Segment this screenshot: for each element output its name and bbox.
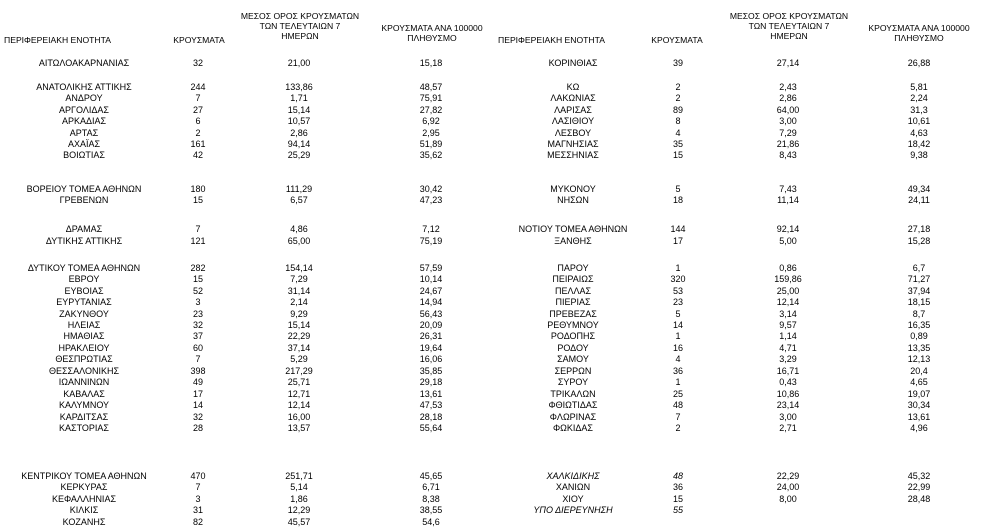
left-row-28-avg: 5,14 xyxy=(290,482,308,492)
left-row-26-avg: 13,57 xyxy=(287,423,311,433)
right-row-25-name: ΦΛΩΡΙΝΑΣ xyxy=(549,412,597,422)
right-row-24-per: 30,34 xyxy=(907,400,931,410)
right-row-22-cases: 1 xyxy=(675,377,681,387)
left-row-8-cases: 180 xyxy=(190,184,206,194)
left-row-6-per: 51,89 xyxy=(419,139,443,149)
left-row-14-name: ΕΥΒΟΙΑΣ xyxy=(64,286,104,296)
left-row-0-avg: 21,00 xyxy=(287,58,311,68)
left-row-16-name: ΖΑΚΥΝΘΟΥ xyxy=(59,309,109,319)
right-row-6-per: 18,42 xyxy=(907,139,931,149)
left-row-14-avg: 31,14 xyxy=(287,286,311,296)
right-row-22-avg: 0,43 xyxy=(779,377,797,387)
left-row-19-name: ΗΡΑΚΛΕΙΟΥ xyxy=(58,343,110,353)
right-row-0-per: 26,88 xyxy=(907,58,931,68)
left-row-1-avg: 133,86 xyxy=(285,82,313,92)
right-row-25-per: 13,61 xyxy=(907,412,931,422)
left-row-21-cases: 398 xyxy=(190,366,206,376)
right-row-7-per: 9,38 xyxy=(910,150,928,160)
left-row-3-avg: 15,14 xyxy=(287,105,311,115)
right-row-27-per: 45,32 xyxy=(907,471,931,481)
left-row-25-avg: 16,00 xyxy=(287,412,311,422)
left-row-7-cases: 42 xyxy=(192,150,204,160)
left-row-28-per: 6,71 xyxy=(422,482,440,492)
right-row-26-avg: 2,71 xyxy=(779,423,797,433)
right-row-27-cases: 48 xyxy=(672,471,684,481)
left-row-2-name: ΑΝΔΡΟΥ xyxy=(65,93,103,103)
left-row-3-name: ΑΡΓΟΛΙΔΑΣ xyxy=(59,105,109,115)
left-row-31-name: ΚΟΖΑΝΗΣ xyxy=(62,517,106,527)
left-row-31-avg: 45,57 xyxy=(287,517,311,527)
right-row-28-avg: 24,00 xyxy=(776,482,800,492)
left-row-2-avg: 1,71 xyxy=(290,93,308,103)
left-row-9-avg: 6,57 xyxy=(290,195,308,205)
right-row-26-name: ΦΩΚΙΔΑΣ xyxy=(553,423,593,433)
left-row-15-avg: 2,14 xyxy=(290,297,308,307)
left-row-4-name: ΑΡΚΑΔΙΑΣ xyxy=(61,116,107,126)
left-row-29-name: ΚΕΦΑΛΛΗΝΙΑΣ xyxy=(51,494,117,504)
left-row-13-cases: 15 xyxy=(192,274,204,284)
left-row-25-cases: 32 xyxy=(192,412,204,422)
right-row-29-avg: 8,00 xyxy=(779,494,797,504)
right-row-6-avg: 21,86 xyxy=(776,139,800,149)
left-row-3-per: 27,82 xyxy=(419,105,443,115)
right-row-13-name: ΠΕΙΡΑΙΩΣ xyxy=(552,274,594,284)
left-row-24-avg: 12,14 xyxy=(287,400,311,410)
left-row-13-per: 10,14 xyxy=(419,274,443,284)
left-row-0-name: ΑΙΤΩΛΟΑΚΑΡΝΑΝΙΑΣ xyxy=(38,58,130,68)
left-row-17-per: 20,09 xyxy=(419,320,443,330)
right-row-1-per: 5,81 xyxy=(910,82,928,92)
left-row-7-avg: 25,29 xyxy=(287,150,311,160)
left-row-9-per: 47,23 xyxy=(419,195,443,205)
left-header-avg7-line2: ΤΩΝ ΤΕΛΕΥΤΑΙΩΝ 7 xyxy=(259,21,341,31)
left-row-26-cases: 28 xyxy=(192,423,204,433)
right-row-9-cases: 18 xyxy=(672,195,684,205)
left-row-1-name: ΑΝΑΤΟΛΙΚΗΣ ΑΤΤΙΚΗΣ xyxy=(36,82,132,92)
left-row-3-cases: 27 xyxy=(192,105,204,115)
left-row-19-cases: 60 xyxy=(192,343,204,353)
right-row-13-avg: 159,86 xyxy=(774,274,802,284)
right-row-1-name: ΚΩ xyxy=(566,82,580,92)
left-header-per100k-line1: ΚΡΟΥΣΜΑΤΑ ΑΝΑ 100000 xyxy=(381,23,483,33)
left-row-15-name: ΕΥΡΥΤΑΝΙΑΣ xyxy=(56,297,112,307)
left-row-21-name: ΘΕΣΣΑΛΟΝΙΚΗΣ xyxy=(48,366,120,376)
right-row-8-name: ΜΥΚΟΝΟΥ xyxy=(550,184,596,194)
right-row-4-cases: 8 xyxy=(675,116,681,126)
right-row-11-name: ΞΑΝΘΗΣ xyxy=(554,236,592,246)
right-row-12-avg: 0,86 xyxy=(779,263,797,273)
right-row-20-name: ΣΑΜΟΥ xyxy=(557,354,589,364)
left-row-23-cases: 17 xyxy=(192,389,204,399)
left-row-12-name: ΔΥΤΙΚΟΥ ΤΟΜΕΑ ΑΘΗΝΩΝ xyxy=(27,263,141,273)
left-row-10-name: ΔΡΑΜΑΣ xyxy=(65,224,103,234)
left-row-27-cases: 470 xyxy=(190,471,206,481)
left-row-12-cases: 282 xyxy=(190,263,206,273)
left-row-20-name: ΘΕΣΠΡΩΤΙΑΣ xyxy=(55,354,113,364)
right-row-4-per: 10,61 xyxy=(907,116,931,126)
left-row-29-per: 8,38 xyxy=(422,494,440,504)
right-header-region: ΠΕΡΙΦΕΡΕΙΑΚΗ ΕΝΟΤΗΤΑ xyxy=(498,35,605,45)
right-row-21-avg: 16,71 xyxy=(776,366,800,376)
right-row-16-per: 8,7 xyxy=(912,309,926,319)
right-row-27-name: ΧΑΛΚΙΔΙΚΗΣ xyxy=(546,471,600,481)
right-row-21-name: ΣΕΡΡΩΝ xyxy=(554,366,592,376)
right-row-5-avg: 7,29 xyxy=(779,128,797,138)
left-row-5-per: 2,95 xyxy=(422,128,440,138)
left-row-22-name: ΙΩΑΝΝΙΝΩΝ xyxy=(58,377,110,387)
left-row-8-per: 30,42 xyxy=(419,184,443,194)
right-row-18-name: ΡΟΔΟΠΗΣ xyxy=(550,331,596,341)
right-row-3-per: 31,3 xyxy=(910,105,928,115)
right-row-19-avg: 4,71 xyxy=(779,343,797,353)
right-row-20-per: 12,13 xyxy=(907,354,931,364)
left-row-14-cases: 52 xyxy=(192,286,204,296)
right-row-28-cases: 36 xyxy=(672,482,684,492)
left-row-11-name: ΔΥΤΙΚΗΣ ΑΤΤΙΚΗΣ xyxy=(45,236,123,246)
left-row-21-avg: 217,29 xyxy=(285,366,313,376)
left-row-30-per: 38,55 xyxy=(419,505,443,515)
right-row-10-cases: 144 xyxy=(670,224,686,234)
left-row-26-per: 55,64 xyxy=(419,423,443,433)
right-row-14-per: 37,94 xyxy=(907,286,931,296)
left-row-30-avg: 12,29 xyxy=(287,505,311,515)
left-row-24-name: ΚΑΛΥΜΝΟΥ xyxy=(58,400,110,410)
left-row-25-name: ΚΑΡΔΙΤΣΑΣ xyxy=(59,412,109,422)
right-row-15-avg: 12,14 xyxy=(776,297,800,307)
left-header-region: ΠΕΡΙΦΕΡΕΙΑΚΗ ΕΝΟΤΗΤΑ xyxy=(4,35,111,45)
right-row-29-cases: 15 xyxy=(672,494,684,504)
right-row-8-per: 49,34 xyxy=(907,184,931,194)
right-row-28-per: 22,99 xyxy=(907,482,931,492)
right-row-15-cases: 23 xyxy=(672,297,684,307)
right-row-6-cases: 35 xyxy=(672,139,684,149)
left-row-21-per: 35,85 xyxy=(419,366,443,376)
left-row-20-avg: 5,29 xyxy=(290,354,308,364)
right-row-13-cases: 320 xyxy=(670,274,686,284)
right-row-28-name: ΧΑΝΙΩΝ xyxy=(555,482,591,492)
right-row-14-avg: 25,00 xyxy=(776,286,800,296)
left-row-19-per: 19,64 xyxy=(419,343,443,353)
right-row-14-cases: 53 xyxy=(672,286,684,296)
left-header-per100k-line2: ΠΛΗΘΥΣΜΟ xyxy=(407,33,457,43)
right-row-24-avg: 23,14 xyxy=(776,400,800,410)
left-row-20-cases: 7 xyxy=(195,354,201,364)
left-row-6-avg: 94,14 xyxy=(287,139,311,149)
right-row-24-cases: 48 xyxy=(672,400,684,410)
right-row-7-name: ΜΕΣΣΗΝΙΑΣ xyxy=(547,150,599,160)
right-row-2-avg: 2,86 xyxy=(779,93,797,103)
right-row-5-cases: 4 xyxy=(675,128,681,138)
right-row-19-name: ΡΟΔΟΥ xyxy=(557,343,589,353)
right-row-14-name: ΠΕΛΛΑΣ xyxy=(554,286,592,296)
right-row-16-avg: 3,14 xyxy=(779,309,797,319)
right-row-11-avg: 5,00 xyxy=(779,236,797,246)
right-row-11-per: 15,28 xyxy=(907,236,931,246)
right-row-23-per: 19,07 xyxy=(907,389,931,399)
left-row-17-name: ΗΛΕΙΑΣ xyxy=(67,320,101,330)
right-row-11-cases: 17 xyxy=(672,236,684,246)
right-row-9-avg: 11,14 xyxy=(777,195,799,205)
left-row-27-avg: 251,71 xyxy=(285,471,313,481)
right-header-per100k xyxy=(856,23,982,43)
right-row-30-name: ΥΠΟ ΔΙΕΡΕΥΝΗΣΗ xyxy=(533,505,613,515)
right-row-18-avg: 1,14 xyxy=(779,331,797,341)
left-row-23-per: 13,61 xyxy=(419,389,443,399)
right-row-2-cases: 2 xyxy=(675,93,681,103)
right-row-27-avg: 22,29 xyxy=(776,471,800,481)
left-row-11-avg: 65,00 xyxy=(287,236,311,246)
left-row-26-name: ΚΑΣΤΟΡΙΑΣ xyxy=(59,423,109,433)
left-row-0-cases: 32 xyxy=(192,58,204,68)
left-row-4-per: 6,92 xyxy=(422,116,440,126)
right-row-3-cases: 89 xyxy=(672,105,684,115)
right-row-29-name: ΧΙΟΥ xyxy=(562,494,584,504)
right-header-avg7-line3: ΗΜΕΡΩΝ xyxy=(770,31,808,41)
left-row-15-cases: 3 xyxy=(195,297,201,307)
right-row-5-per: 4,63 xyxy=(910,128,928,138)
left-row-15-per: 14,94 xyxy=(419,297,443,307)
right-row-24-name: ΦΘΙΩΤΙΔΑΣ xyxy=(548,400,598,410)
left-row-16-per: 56,43 xyxy=(419,309,443,319)
right-row-8-cases: 5 xyxy=(675,184,681,194)
right-row-15-per: 18,15 xyxy=(907,297,931,307)
left-row-10-avg: 4,86 xyxy=(290,224,308,234)
left-row-0-per: 15,18 xyxy=(419,58,443,68)
right-row-8-avg: 7,43 xyxy=(779,184,797,194)
left-row-13-avg: 7,29 xyxy=(290,274,308,284)
left-row-5-cases: 2 xyxy=(195,128,201,138)
left-row-31-per: 54,6 xyxy=(422,517,440,527)
left-row-20-per: 16,06 xyxy=(419,354,443,364)
right-row-2-name: ΛΑΚΩΝΙΑΣ xyxy=(550,93,596,103)
right-row-18-cases: 1 xyxy=(675,331,681,341)
left-row-9-cases: 15 xyxy=(192,195,204,205)
left-row-18-name: ΗΜΑΘΙΑΣ xyxy=(63,331,105,341)
left-row-12-avg: 154,14 xyxy=(285,263,313,273)
left-row-10-per: 7,12 xyxy=(422,224,440,234)
left-header-avg7-line3: ΗΜΕΡΩΝ xyxy=(281,31,319,41)
right-row-0-cases: 39 xyxy=(672,58,684,68)
right-row-23-cases: 25 xyxy=(672,389,684,399)
right-row-17-name: ΡΕΘΥΜΝΟΥ xyxy=(547,320,599,330)
left-row-28-cases: 7 xyxy=(195,482,201,492)
right-row-13-per: 71,27 xyxy=(907,274,931,284)
right-header-per100k-line2: ΠΛΗΘΥΣΜΟ xyxy=(894,33,944,43)
right-row-1-avg: 2,43 xyxy=(779,82,797,92)
left-row-14-per: 24,67 xyxy=(419,286,443,296)
left-row-22-per: 29,18 xyxy=(419,377,443,387)
left-row-30-name: ΚΙΛΚΙΣ xyxy=(69,505,99,515)
right-row-9-per: 24,11 xyxy=(908,195,930,205)
right-row-7-avg: 8,43 xyxy=(779,150,797,160)
left-row-9-name: ΓΡΕΒΕΝΩΝ xyxy=(59,195,109,205)
right-row-21-per: 20,4 xyxy=(910,366,928,376)
right-row-22-name: ΣΥΡΟΥ xyxy=(557,377,589,387)
right-row-10-name: ΝΟΤΙΟΥ ΤΟΜΕΑ ΑΘΗΝΩΝ xyxy=(518,224,628,234)
right-row-7-cases: 15 xyxy=(672,150,684,160)
left-row-6-cases: 161 xyxy=(190,139,206,149)
right-row-30-cases: 55 xyxy=(672,505,684,515)
left-row-28-name: ΚΕΡΚΥΡΑΣ xyxy=(60,482,108,492)
left-header-avg7-line1: ΜΕΣΟΣ ΟΡΟΣ ΚΡΟΥΣΜΑΤΩΝ xyxy=(240,11,360,21)
left-row-23-avg: 12,71 xyxy=(287,389,311,399)
right-row-26-per: 4,96 xyxy=(910,423,928,433)
right-row-15-name: ΠΙΕΡΙΑΣ xyxy=(555,297,591,307)
left-row-18-cases: 37 xyxy=(192,331,204,341)
right-row-1-cases: 2 xyxy=(675,82,681,92)
left-row-16-cases: 23 xyxy=(192,309,204,319)
left-row-4-avg: 10,57 xyxy=(287,116,311,126)
left-row-12-per: 57,59 xyxy=(419,263,443,273)
right-row-22-per: 4,65 xyxy=(910,377,928,387)
left-row-18-avg: 22,29 xyxy=(287,331,311,341)
right-row-25-cases: 7 xyxy=(675,412,681,422)
right-row-12-name: ΠΑΡΟΥ xyxy=(557,263,589,273)
left-header-per100k xyxy=(372,23,492,43)
right-row-0-name: ΚΟΡΙΝΘΙΑΣ xyxy=(548,58,598,68)
right-row-17-per: 16,35 xyxy=(907,320,931,330)
right-row-17-cases: 14 xyxy=(672,320,684,330)
left-row-8-name: ΒΟΡΕΙΟΥ ΤΟΜΕΑ ΑΘΗΝΩΝ xyxy=(26,184,142,194)
right-row-4-avg: 3,00 xyxy=(779,116,797,126)
left-row-11-cases: 121 xyxy=(190,236,206,246)
left-row-23-name: ΚΑΒΑΛΑΣ xyxy=(63,389,105,399)
right-row-6-name: ΜΑΓΝΗΣΙΑΣ xyxy=(547,139,599,149)
right-row-16-cases: 5 xyxy=(675,309,681,319)
left-row-24-per: 47,53 xyxy=(419,400,443,410)
right-row-21-cases: 36 xyxy=(672,366,684,376)
left-row-7-name: ΒΟΙΩΤΙΑΣ xyxy=(63,150,105,160)
right-row-9-name: ΝΗΣΩΝ xyxy=(557,195,589,205)
right-header-avg7 xyxy=(729,11,849,41)
left-row-13-name: ΕΒΡΟΥ xyxy=(68,274,100,284)
left-row-5-name: ΑΡΤΑΣ xyxy=(69,128,99,138)
right-row-17-avg: 9,57 xyxy=(779,320,797,330)
left-row-2-per: 75,91 xyxy=(419,93,443,103)
right-row-19-per: 13,35 xyxy=(907,343,931,353)
left-row-18-per: 26,31 xyxy=(419,331,443,341)
left-row-5-avg: 2,86 xyxy=(290,128,308,138)
right-header-avg7-line1: ΜΕΣΟΣ ΟΡΟΣ ΚΡΟΥΣΜΑΤΩΝ xyxy=(729,11,849,21)
left-header-cases: ΚΡΟΥΣΜΑΤΑ xyxy=(173,35,225,45)
right-row-5-name: ΛΕΣΒΟΥ xyxy=(554,128,592,138)
right-row-20-avg: 3,29 xyxy=(779,354,797,364)
left-header-avg7 xyxy=(240,11,360,41)
right-row-4-name: ΛΑΣΙΘΙΟΥ xyxy=(551,116,595,126)
left-row-31-cases: 82 xyxy=(192,517,204,527)
right-row-19-cases: 16 xyxy=(672,343,684,353)
right-row-20-cases: 4 xyxy=(675,354,681,364)
right-row-23-avg: 10,86 xyxy=(776,389,800,399)
right-row-3-name: ΛΑΡΙΣΑΣ xyxy=(554,105,592,115)
left-row-29-cases: 3 xyxy=(195,494,201,504)
left-row-7-per: 35,62 xyxy=(419,150,443,160)
left-row-27-name: ΚΕΝΤΡΙΚΟΥ ΤΟΜΕΑ ΑΘΗΝΩΝ xyxy=(21,471,147,481)
left-row-2-cases: 7 xyxy=(195,93,201,103)
left-row-11-per: 75,19 xyxy=(419,236,443,246)
left-row-22-avg: 25,71 xyxy=(287,377,311,387)
right-header-avg7-line2: ΤΩΝ ΤΕΛΕΥΤΑΙΩΝ 7 xyxy=(748,21,830,31)
right-row-23-name: ΤΡΙΚΑΛΩΝ xyxy=(550,389,596,399)
right-row-29-per: 28,48 xyxy=(907,494,931,504)
left-row-4-cases: 6 xyxy=(195,116,201,126)
right-row-25-avg: 3,00 xyxy=(779,412,797,422)
left-row-1-cases: 244 xyxy=(190,82,206,92)
right-row-10-avg: 92,14 xyxy=(776,224,800,234)
right-row-0-avg: 27,14 xyxy=(776,58,800,68)
right-row-26-cases: 2 xyxy=(675,423,681,433)
left-row-27-per: 45,65 xyxy=(419,471,443,481)
right-row-18-per: 0,89 xyxy=(910,331,928,341)
left-row-8-avg: 111,29 xyxy=(285,184,313,194)
right-row-12-per: 6,7 xyxy=(912,263,926,273)
right-row-12-cases: 1 xyxy=(675,263,681,273)
right-header-cases: ΚΡΟΥΣΜΑΤΑ xyxy=(651,35,703,45)
left-row-6-name: ΑΧΑΪΑΣ xyxy=(67,139,101,149)
left-row-17-avg: 15,14 xyxy=(287,320,311,330)
right-row-3-avg: 64,00 xyxy=(776,105,800,115)
left-row-29-avg: 1,86 xyxy=(290,494,308,504)
left-row-24-cases: 14 xyxy=(192,400,204,410)
left-row-1-per: 48,57 xyxy=(419,82,443,92)
left-row-25-per: 28,18 xyxy=(419,412,443,422)
left-row-10-cases: 7 xyxy=(195,224,201,234)
left-row-16-avg: 9,29 xyxy=(290,309,308,319)
left-row-19-avg: 37,14 xyxy=(287,343,311,353)
left-row-30-cases: 31 xyxy=(192,505,204,515)
left-row-22-cases: 49 xyxy=(192,377,204,387)
right-row-16-name: ΠΡΕΒΕΖΑΣ xyxy=(549,309,597,319)
right-header-per100k-line1: ΚΡΟΥΣΜΑΤΑ ΑΝΑ 100000 xyxy=(868,23,970,33)
left-row-17-cases: 32 xyxy=(192,320,204,330)
right-row-10-per: 27,18 xyxy=(907,224,931,234)
right-row-2-per: 2,24 xyxy=(910,93,928,103)
